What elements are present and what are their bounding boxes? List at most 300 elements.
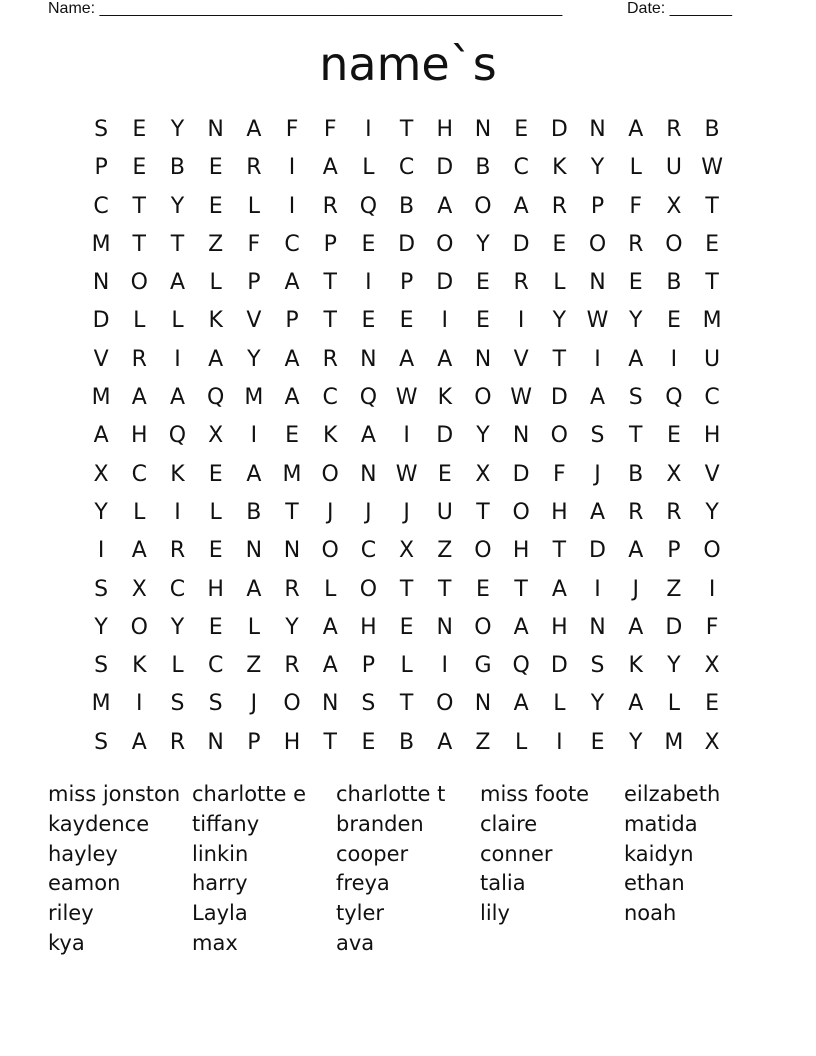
grid-letter: I: [288, 155, 296, 181]
grid-letter: U: [436, 499, 453, 525]
grid-letter: A: [437, 729, 453, 755]
grid-letter: I: [365, 270, 372, 296]
word-list-item: cooper: [336, 841, 409, 866]
word-list-item: kya: [48, 930, 85, 955]
grid-letter: J: [326, 499, 334, 525]
grid-letter: D: [512, 461, 530, 487]
grid-letter: S: [590, 423, 605, 449]
grid-letter: T: [552, 538, 567, 564]
grid-letter: I: [365, 117, 372, 142]
grid-letter: S: [361, 691, 376, 717]
grid-letter: A: [246, 461, 262, 487]
word-list-item: freya: [336, 871, 390, 896]
grid-letter: W: [586, 308, 609, 334]
grid-letter: O: [474, 385, 492, 411]
grid-letter: W: [701, 155, 723, 181]
grid-letter: K: [208, 308, 223, 334]
grid-letter: C: [360, 538, 377, 564]
word-list-item: charlotte e: [192, 782, 307, 806]
grid-letter: A: [322, 155, 338, 181]
letter-grid: [82, 111, 731, 762]
grid-letter: B: [666, 270, 682, 296]
word-list-item: lily: [480, 901, 510, 926]
grid-letter: O: [474, 538, 492, 564]
grid-letter: N: [589, 117, 606, 142]
grid-letter: E: [590, 729, 605, 755]
grid-letter: Z: [437, 538, 453, 564]
grid-letter: C: [704, 385, 720, 411]
grid-letter: K: [323, 423, 338, 449]
grid-letter: A: [284, 346, 300, 372]
grid-letter: H: [131, 423, 148, 449]
grid-letter: A: [93, 423, 109, 449]
grid-letter: H: [436, 117, 454, 142]
grid-letter: T: [323, 308, 337, 334]
grid-letter: O: [130, 270, 148, 296]
grid-letter: L: [247, 193, 260, 219]
word-list-item: kaydence: [48, 811, 150, 836]
grid-letter: I: [174, 346, 181, 372]
grid-letter: B: [169, 155, 186, 181]
grid-letter: E: [361, 729, 376, 755]
grid-letter: B: [399, 729, 415, 755]
grid-letter: E: [399, 308, 414, 334]
grid-letter: F: [705, 614, 719, 640]
grid-letter: E: [476, 576, 490, 602]
grid-letter: E: [705, 691, 720, 717]
grid-letter: E: [208, 614, 223, 640]
grid-letter: A: [628, 346, 644, 372]
grid-letter: O: [283, 691, 301, 717]
grid-letter: A: [284, 385, 300, 411]
grid-letter: T: [552, 346, 567, 372]
grid-letter: X: [475, 461, 491, 487]
grid-letter: V: [704, 461, 720, 487]
grid-letter: L: [171, 653, 184, 679]
grid-letter: I: [708, 576, 716, 602]
grid-letter: Y: [170, 117, 185, 142]
word-list-item: harry: [192, 871, 248, 896]
word-list-item: miss foote: [480, 782, 590, 806]
grid-letter: R: [246, 155, 262, 181]
grid-letter: T: [323, 270, 337, 296]
grid-letter: Q: [665, 385, 683, 411]
grid-letter: H: [551, 499, 568, 525]
grid-letter: I: [670, 346, 678, 372]
grid-letter: J: [250, 691, 258, 717]
grid-letter: L: [247, 614, 260, 640]
grid-letter: A: [513, 691, 529, 717]
grid-letter: R: [666, 499, 682, 525]
grid-letter: S: [208, 691, 223, 717]
grid-letter: A: [131, 385, 147, 411]
grid-letter: T: [132, 193, 146, 219]
grid-letter: A: [322, 653, 338, 679]
grid-letter: Q: [359, 193, 378, 219]
grid-letter: A: [551, 576, 567, 602]
grid-letter: H: [283, 729, 301, 755]
grid-letter: E: [208, 155, 223, 181]
grid-letter: Y: [590, 155, 605, 181]
grid-letter: H: [703, 423, 721, 449]
grid-letter: A: [590, 385, 606, 411]
grid-letter: C: [207, 653, 224, 679]
grid-letter: V: [246, 308, 262, 334]
grid-letter: X: [399, 538, 415, 564]
grid-letter: I: [174, 499, 181, 525]
grid-letter: T: [132, 231, 146, 257]
grid-letter: N: [360, 461, 377, 487]
grid-letter: R: [666, 117, 682, 142]
grid-letter: P: [323, 231, 337, 257]
grid-letter: A: [246, 576, 262, 602]
grid-letter: P: [247, 270, 261, 296]
grid-letter: Q: [206, 385, 225, 411]
grid-letter: H: [207, 576, 224, 602]
grid-letter: L: [515, 729, 528, 755]
grid-letter: Y: [590, 691, 605, 717]
grid-letter: T: [285, 499, 299, 525]
grid-letter: O: [474, 614, 492, 640]
grid-letter: D: [665, 614, 683, 640]
grid-letter: Y: [628, 308, 643, 334]
word-list-item: tyler: [336, 901, 385, 926]
grid-letter: I: [594, 346, 601, 372]
grid-letter: N: [589, 614, 606, 640]
grid-letter: N: [283, 538, 301, 564]
grid-letter: X: [704, 729, 720, 755]
grid-letter: A: [513, 614, 529, 640]
grid-letter: M: [664, 729, 684, 755]
grid-letter: Y: [628, 729, 643, 755]
word-list-item: branden: [336, 811, 424, 836]
word-list-item: riley: [48, 901, 94, 926]
grid-letter: D: [398, 231, 416, 257]
grid-letter: X: [208, 423, 224, 449]
grid-letter: E: [361, 308, 376, 334]
grid-letter: C: [322, 385, 338, 411]
grid-letter: I: [136, 691, 143, 717]
grid-letter: A: [284, 270, 300, 296]
grid-letter: A: [399, 346, 415, 372]
grid-letter: A: [208, 346, 224, 372]
grid-letter: Y: [94, 499, 108, 525]
grid-letter: T: [399, 691, 414, 717]
grid-letter: L: [133, 308, 146, 334]
grid-letter: Q: [512, 653, 530, 679]
grid-letter: D: [436, 155, 454, 181]
grid-letter: N: [512, 423, 530, 449]
grid-letter: W: [395, 461, 418, 487]
grid-letter: O: [321, 538, 339, 564]
grid-letter: I: [97, 538, 105, 564]
grid-letter: M: [282, 461, 302, 487]
grid-letter: Y: [285, 614, 299, 640]
grid-letter: O: [512, 499, 530, 525]
grid-letter: K: [552, 155, 567, 181]
grid-letter: O: [321, 461, 339, 487]
grid-letter: A: [628, 538, 644, 564]
grid-letter: E: [399, 614, 414, 640]
grid-letter: Y: [552, 308, 567, 334]
grid-letter: O: [588, 231, 607, 257]
page-title: name`s: [319, 37, 497, 91]
grid-letter: T: [514, 576, 528, 602]
grid-letter: O: [703, 538, 721, 564]
grid-letter: L: [209, 499, 222, 525]
grid-letter: I: [403, 423, 410, 449]
grid-letter: R: [322, 346, 338, 372]
grid-letter: K: [132, 653, 147, 679]
grid-letter: O: [359, 576, 378, 602]
grid-letter: O: [550, 423, 568, 449]
grid-letter: J: [365, 499, 372, 525]
grid-letter: E: [514, 117, 529, 142]
grid-letter: P: [590, 193, 605, 219]
grid-letter: E: [666, 423, 681, 449]
word-list-item: kaidyn: [624, 841, 694, 866]
grid-letter: Q: [359, 385, 378, 411]
grid-letter: I: [556, 729, 563, 755]
grid-letter: O: [436, 231, 454, 257]
grid-letter: N: [321, 691, 339, 717]
grid-letter: T: [323, 729, 337, 755]
word-list-item: Layla: [192, 901, 248, 926]
grid-letter: E: [552, 231, 567, 257]
grid-letter: H: [360, 614, 377, 640]
word-list-item: claire: [480, 811, 538, 836]
grid-letter: P: [361, 653, 376, 679]
grid-letter: G: [474, 653, 492, 679]
grid-letter: E: [437, 461, 452, 487]
grid-letter: D: [589, 538, 606, 564]
grid-letter: T: [705, 270, 719, 296]
grid-letter: U: [665, 155, 682, 181]
grid-letter: O: [130, 614, 148, 640]
word-list-item: linkin: [192, 841, 249, 866]
grid-letter: N: [92, 270, 110, 296]
grid-letter: S: [590, 653, 605, 679]
grid-letter: E: [208, 538, 223, 564]
grid-letter: D: [550, 117, 568, 142]
grid-letter: B: [704, 117, 720, 142]
grid-letter: A: [513, 193, 529, 219]
grid-letter: L: [667, 691, 681, 717]
word-list-item: tiffany: [192, 811, 260, 836]
word-list-item: hayley: [48, 841, 118, 866]
grid-letter: Y: [705, 499, 719, 525]
grid-letter: E: [132, 117, 147, 142]
grid-letter: L: [629, 155, 642, 181]
grid-letter: N: [207, 117, 224, 142]
word-list-item: eilzabeth: [624, 782, 721, 806]
grid-letter: X: [666, 193, 682, 219]
grid-letter: B: [399, 193, 415, 219]
worksheet-header: [48, 0, 748, 20]
grid-letter: N: [474, 346, 492, 372]
grid-letter: E: [285, 423, 299, 449]
grid-letter: S: [94, 653, 109, 679]
grid-letter: R: [131, 346, 147, 372]
grid-letter: T: [170, 231, 185, 257]
grid-letter: L: [400, 653, 413, 679]
grid-letter: R: [551, 193, 567, 219]
grid-letter: A: [590, 499, 606, 525]
grid-letter: J: [594, 461, 601, 487]
grid-letter: X: [131, 576, 147, 602]
word-list-item: noah: [624, 901, 677, 926]
grid-letter: P: [247, 729, 261, 755]
grid-letter: P: [94, 155, 108, 181]
grid-letter: E: [705, 231, 720, 257]
grid-letter: A: [360, 423, 376, 449]
grid-letter: I: [594, 576, 601, 602]
grid-letter: N: [436, 614, 454, 640]
grid-letter: T: [399, 117, 414, 142]
date-field: Date: _______: [627, 0, 732, 17]
grid-letter: E: [132, 155, 147, 181]
grid-letter: Y: [247, 346, 261, 372]
grid-letter: M: [91, 231, 111, 257]
grid-letter: H: [512, 538, 530, 564]
grid-letter: A: [437, 193, 453, 219]
grid-letter: Y: [170, 614, 185, 640]
grid-letter: D: [550, 653, 568, 679]
word-list-item: ethan: [624, 871, 685, 896]
grid-letter: B: [628, 461, 644, 487]
word-list-item: charlotte t: [336, 782, 446, 806]
grid-letter: I: [288, 193, 296, 219]
grid-letter: V: [93, 346, 109, 372]
grid-letter: F: [285, 117, 299, 142]
grid-letter: Z: [475, 729, 491, 755]
grid-letter: D: [92, 308, 110, 334]
grid-letter: C: [93, 193, 109, 219]
grid-letter: R: [628, 499, 644, 525]
grid-letter: O: [436, 691, 454, 717]
grid-letter: N: [245, 538, 263, 564]
grid-letter: T: [438, 576, 452, 602]
grid-letter: D: [436, 270, 454, 296]
word-list-item: ava: [336, 930, 375, 955]
grid-letter: J: [403, 499, 410, 525]
grid-letter: L: [133, 499, 146, 525]
grid-letter: S: [94, 729, 109, 755]
grid-letter: A: [437, 346, 453, 372]
grid-letter: N: [207, 729, 224, 755]
grid-letter: D: [550, 385, 568, 411]
grid-letter: R: [284, 653, 300, 679]
grid-letter: A: [169, 385, 185, 411]
grid-letter: H: [551, 614, 568, 640]
grid-letter: E: [628, 270, 643, 296]
grid-letter: S: [628, 385, 643, 411]
grid-letter: Y: [667, 653, 681, 679]
grid-letter: U: [704, 346, 721, 372]
grid-letter: A: [246, 117, 262, 142]
grid-letter: V: [513, 346, 529, 372]
grid-letter: D: [512, 231, 530, 257]
word-list-item: miss jonston: [48, 782, 181, 806]
grid-letter: N: [589, 270, 606, 296]
word-list-item: conner: [480, 841, 553, 866]
grid-letter: S: [94, 117, 109, 142]
grid-letter: E: [666, 308, 681, 334]
grid-letter: A: [628, 614, 644, 640]
grid-letter: E: [476, 270, 490, 296]
grid-letter: I: [250, 423, 258, 449]
grid-letter: K: [628, 653, 643, 679]
grid-letter: P: [285, 308, 299, 334]
grid-letter: R: [169, 729, 186, 755]
grid-letter: Y: [94, 614, 108, 640]
grid-letter: L: [171, 308, 184, 334]
name-field: Name: ____________________________________________________: [48, 0, 563, 17]
word-list: [48, 780, 768, 959]
grid-letter: C: [131, 461, 147, 487]
grid-letter: F: [629, 193, 643, 219]
grid-letter: C: [513, 155, 529, 181]
grid-letter: K: [170, 461, 185, 487]
grid-letter: F: [323, 117, 337, 142]
grid-letter: S: [94, 576, 109, 602]
grid-letter: S: [170, 691, 185, 717]
grid-letter: W: [510, 385, 533, 411]
grid-letter: K: [437, 385, 452, 411]
grid-letter: F: [553, 461, 566, 487]
grid-letter: I: [441, 308, 449, 334]
grid-letter: F: [247, 231, 261, 257]
grid-letter: B: [246, 499, 262, 525]
grid-letter: M: [702, 308, 722, 334]
grid-letter: R: [322, 193, 338, 219]
grid-letter: I: [517, 308, 525, 334]
grid-letter: Y: [476, 423, 490, 449]
grid-letter: E: [476, 308, 490, 334]
grid-letter: A: [322, 614, 338, 640]
grid-letter: T: [705, 193, 719, 219]
grid-letter: R: [628, 231, 644, 257]
grid-letter: A: [131, 538, 147, 564]
grid-letter: C: [398, 155, 415, 181]
grid-letter: P: [399, 270, 414, 296]
grid-letter: D: [436, 423, 454, 449]
grid-letter: L: [553, 270, 566, 296]
grid-letter: W: [395, 385, 418, 411]
grid-letter: A: [628, 117, 644, 142]
grid-letter: O: [474, 193, 492, 219]
grid-letter: P: [667, 538, 681, 564]
grid-letter: R: [284, 576, 300, 602]
grid-letter: L: [324, 576, 337, 602]
grid-letter: Y: [476, 231, 490, 257]
word-list-item: matida: [624, 811, 698, 836]
grid-letter: X: [666, 461, 682, 487]
word-list-item: eamon: [48, 871, 121, 896]
word-list-item: max: [192, 930, 238, 955]
grid-letter: N: [474, 691, 492, 717]
grid-letter: Z: [246, 653, 262, 679]
grid-letter: A: [628, 691, 644, 717]
word-list-item: talia: [480, 871, 526, 896]
grid-letter: Z: [208, 231, 224, 257]
grid-letter: E: [208, 461, 223, 487]
grid-letter: M: [244, 385, 264, 411]
grid-letter: I: [441, 653, 449, 679]
grid-letter: L: [553, 691, 566, 717]
grid-letter: N: [474, 117, 492, 142]
grid-letter: X: [93, 461, 109, 487]
